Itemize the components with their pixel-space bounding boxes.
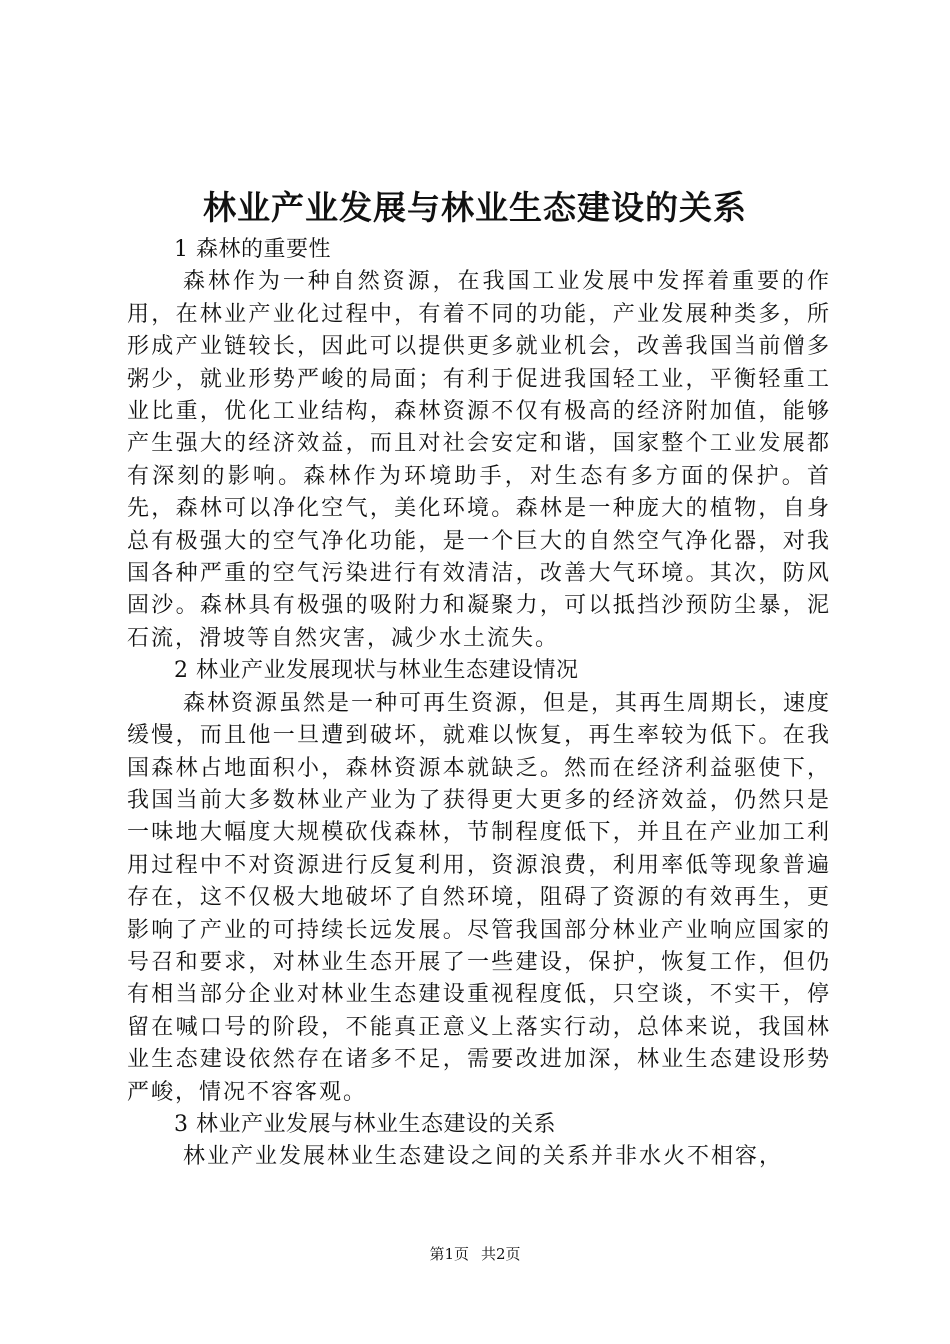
section-heading-2: 2 林业产业发展现状与林业生态建设情况 [174, 658, 579, 684]
document-body [127, 234, 831, 1174]
section-heading-3: 3 林业产业发展与林业生态建设的关系 [174, 1111, 556, 1137]
page-number: 第1页 [429, 1245, 469, 1263]
page-total: 共2页 [481, 1245, 521, 1263]
section-paragraph-2: 森林资源虽然是一种可再生资源，但是，其再生周期长，速度缓慢，而且他一旦遭到破坏，就难以恢复，再生率较为低下。在我国森林占地面积小，森林资源本就缺乏。然而在经济利益驱使下，我国当前大多数林业产业为了获得更大更多的经济效益，仍然只是一味地大幅度大规模砍伐森林，节制程度低下，并且在产业加工利用过程中不对资源进行反复利用，资源浪费，利用率低等现象普遍存在，这不仅极大地破坏了自然环境，阻碍了资源的有效再生，更影响了产业的可持续长远发展。尽管我国部分林业产业响应国家的号召和要求，对林业生态开展了一些建设，保护，恢复工作，但仍有相当部分企业对林业生态建设重视程度低，只空谈，不实干，停留在喊口号的阶段，不能真正意义上落实行动，总体来说，我国林业生态建设依然存在诸多不足，需要改进加深，林业生态建设形势严峻，情况不容客观。 [127, 690, 832, 1105]
page-footer [0, 1244, 950, 1264]
section-paragraph-3: 林业产业发展林业生态建设之间的关系并非水火不相容， [183, 1144, 784, 1170]
document-title: 林业产业发展与林业生态建设的关系 [203, 188, 747, 227]
section-heading-1: 1 森林的重要性 [174, 237, 331, 262]
section-paragraph-1: 森林作为一种自然资源，在我国工业发展中发挥着重要的作用，在林业产业化过程中，有着不同的功能，产业发展种类多，所形成产业链较长，因此可以提供更多就业机会，改善我国当前僧多粥少，就业形势严峻的局面；有利于促进我国轻工业，平衡轻重工业比重，优化工业结构，森林资源不仅有极高的经济附加值，能够产生强大的经济效益，而且对社会安定和谐，国家整个工业发展都有深刻的影响。森林作为环境助手，对生态有多方面的保护。首先，森林可以净化空气，美化环境。森林是一种庞大的植物，自身总有极强大的空气净化功能，是一个巨大的自然空气净化器，对我国各种严重的空气污染进行有效清洁，改善大气环境。其次，防风固沙。森林具有极强的吸附力和凝聚力，可以抵挡沙预防尘暴，泥石流，滑坡等自然灾害，减少水土流失。 [127, 269, 831, 651]
